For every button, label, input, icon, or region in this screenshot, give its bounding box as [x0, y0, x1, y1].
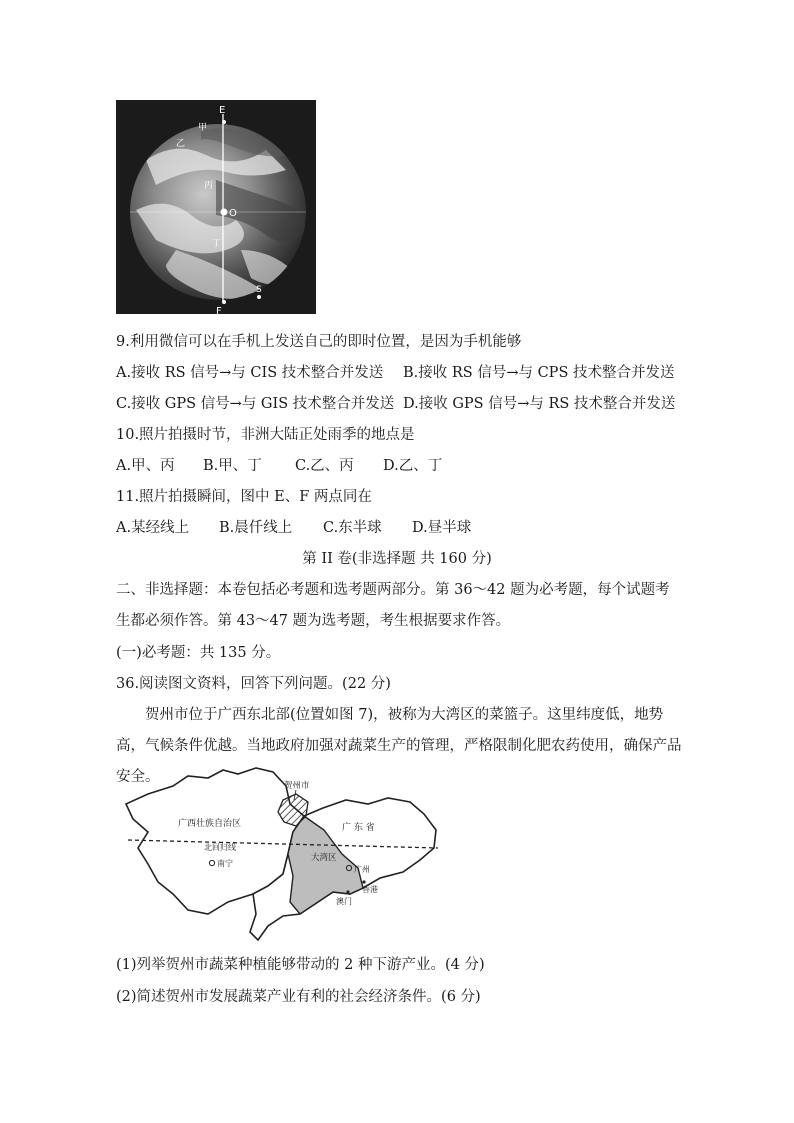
- label-jia: 甲: [198, 123, 208, 133]
- question-10-text: 10.照片拍摄时节，非洲大陆正处雨季的地点是: [116, 427, 415, 443]
- point-s: [257, 295, 261, 299]
- section-2-title: 第 II 卷(非选择题 共 160 分): [302, 551, 492, 567]
- label-guangzhou: 广州: [354, 865, 370, 874]
- q9-option-a: A.接收 RS 信号→与 CIS 技术整合并发送: [116, 365, 384, 381]
- q10-option-a: A.甲、丙: [116, 458, 175, 474]
- question-36-sub-1: (1)列举贺州市蔬菜种植能够带动的 2 种下游产业。(4 分): [116, 957, 485, 973]
- center-point: [221, 209, 228, 216]
- label-guangxi: 广西壮族自治区: [178, 819, 242, 829]
- q10-option-c: C.乙、丙: [295, 458, 354, 474]
- label-ding: 丁: [212, 239, 222, 249]
- question-36-sub-2: (2)简述贺州市发展蔬菜产业有利的社会经济条件。(6 分): [116, 989, 481, 1005]
- q9-option-b: B.接收 RS 信号→与 CPS 技术整合并发送: [403, 365, 675, 381]
- label-yi: 乙: [176, 139, 186, 149]
- label-bay-area: 大湾区: [311, 853, 337, 863]
- label-macau: 澳门: [336, 897, 352, 906]
- q11-option-a: A.某经线上: [116, 520, 190, 536]
- q11-option-c: C.东半球: [323, 520, 382, 536]
- hezhou-location-map: [118, 764, 448, 946]
- q10-option-d: D.乙、丁: [383, 458, 443, 474]
- label-o: O: [229, 208, 237, 219]
- label-e: E: [219, 105, 226, 116]
- q10-option-b: B.甲、丁: [203, 458, 262, 474]
- q9-option-c: C.接收 GPS 信号→与 GIS 技术整合并发送: [116, 396, 395, 412]
- label-bing: 丙: [204, 181, 214, 191]
- label-hongkong: 香港: [362, 885, 378, 894]
- label-f: F: [216, 306, 222, 314]
- q11-option-d: D.昼半球: [412, 520, 472, 536]
- q9-option-d: D.接收 GPS 信号→与 RS 技术整合并发送: [403, 396, 676, 412]
- required-section-label: (一)必考题：共 135 分。: [116, 645, 281, 661]
- earth-satellite-photo: [116, 100, 316, 314]
- label-tropic: 北回归线: [204, 843, 236, 852]
- point-e: [222, 120, 226, 124]
- q11-option-b: B.晨仟线上: [219, 520, 293, 536]
- hongkong-marker: [362, 880, 365, 883]
- label-guangdong: 广 东 省: [342, 823, 375, 833]
- section-2-intro: 二、非选择题：本卷包括必考题和选考题两部分。第 36～42 题为必考题，每个试题考生都必须作答。第 43～47 题为选考题，考生根据要求作答。: [116, 582, 670, 629]
- label-s: S: [256, 285, 262, 295]
- question-36-passage: 贺州市位于广西东北部(位置如图 7)，被称为大湾区的菜篮子。这里纬度低，地势高，气候条件优越。当地政府加强对蔬菜生产的管理，严格限制化肥农药使用，确保产品安全。: [116, 707, 682, 785]
- label-nanning: 南宁: [217, 859, 233, 868]
- question-9-text: 9.利用微信可以在手机上发送自己的即时位置，是因为手机能够: [116, 334, 522, 350]
- question-36-title: 36.阅读图文资料，回答下列问题。(22 分): [116, 676, 391, 692]
- label-hezhou: 贺州市: [284, 781, 310, 791]
- macau-marker: [346, 890, 349, 893]
- question-11-text: 11.照片拍摄瞬间，图中 E、F 两点同在: [116, 489, 372, 505]
- point-f: [222, 300, 226, 304]
